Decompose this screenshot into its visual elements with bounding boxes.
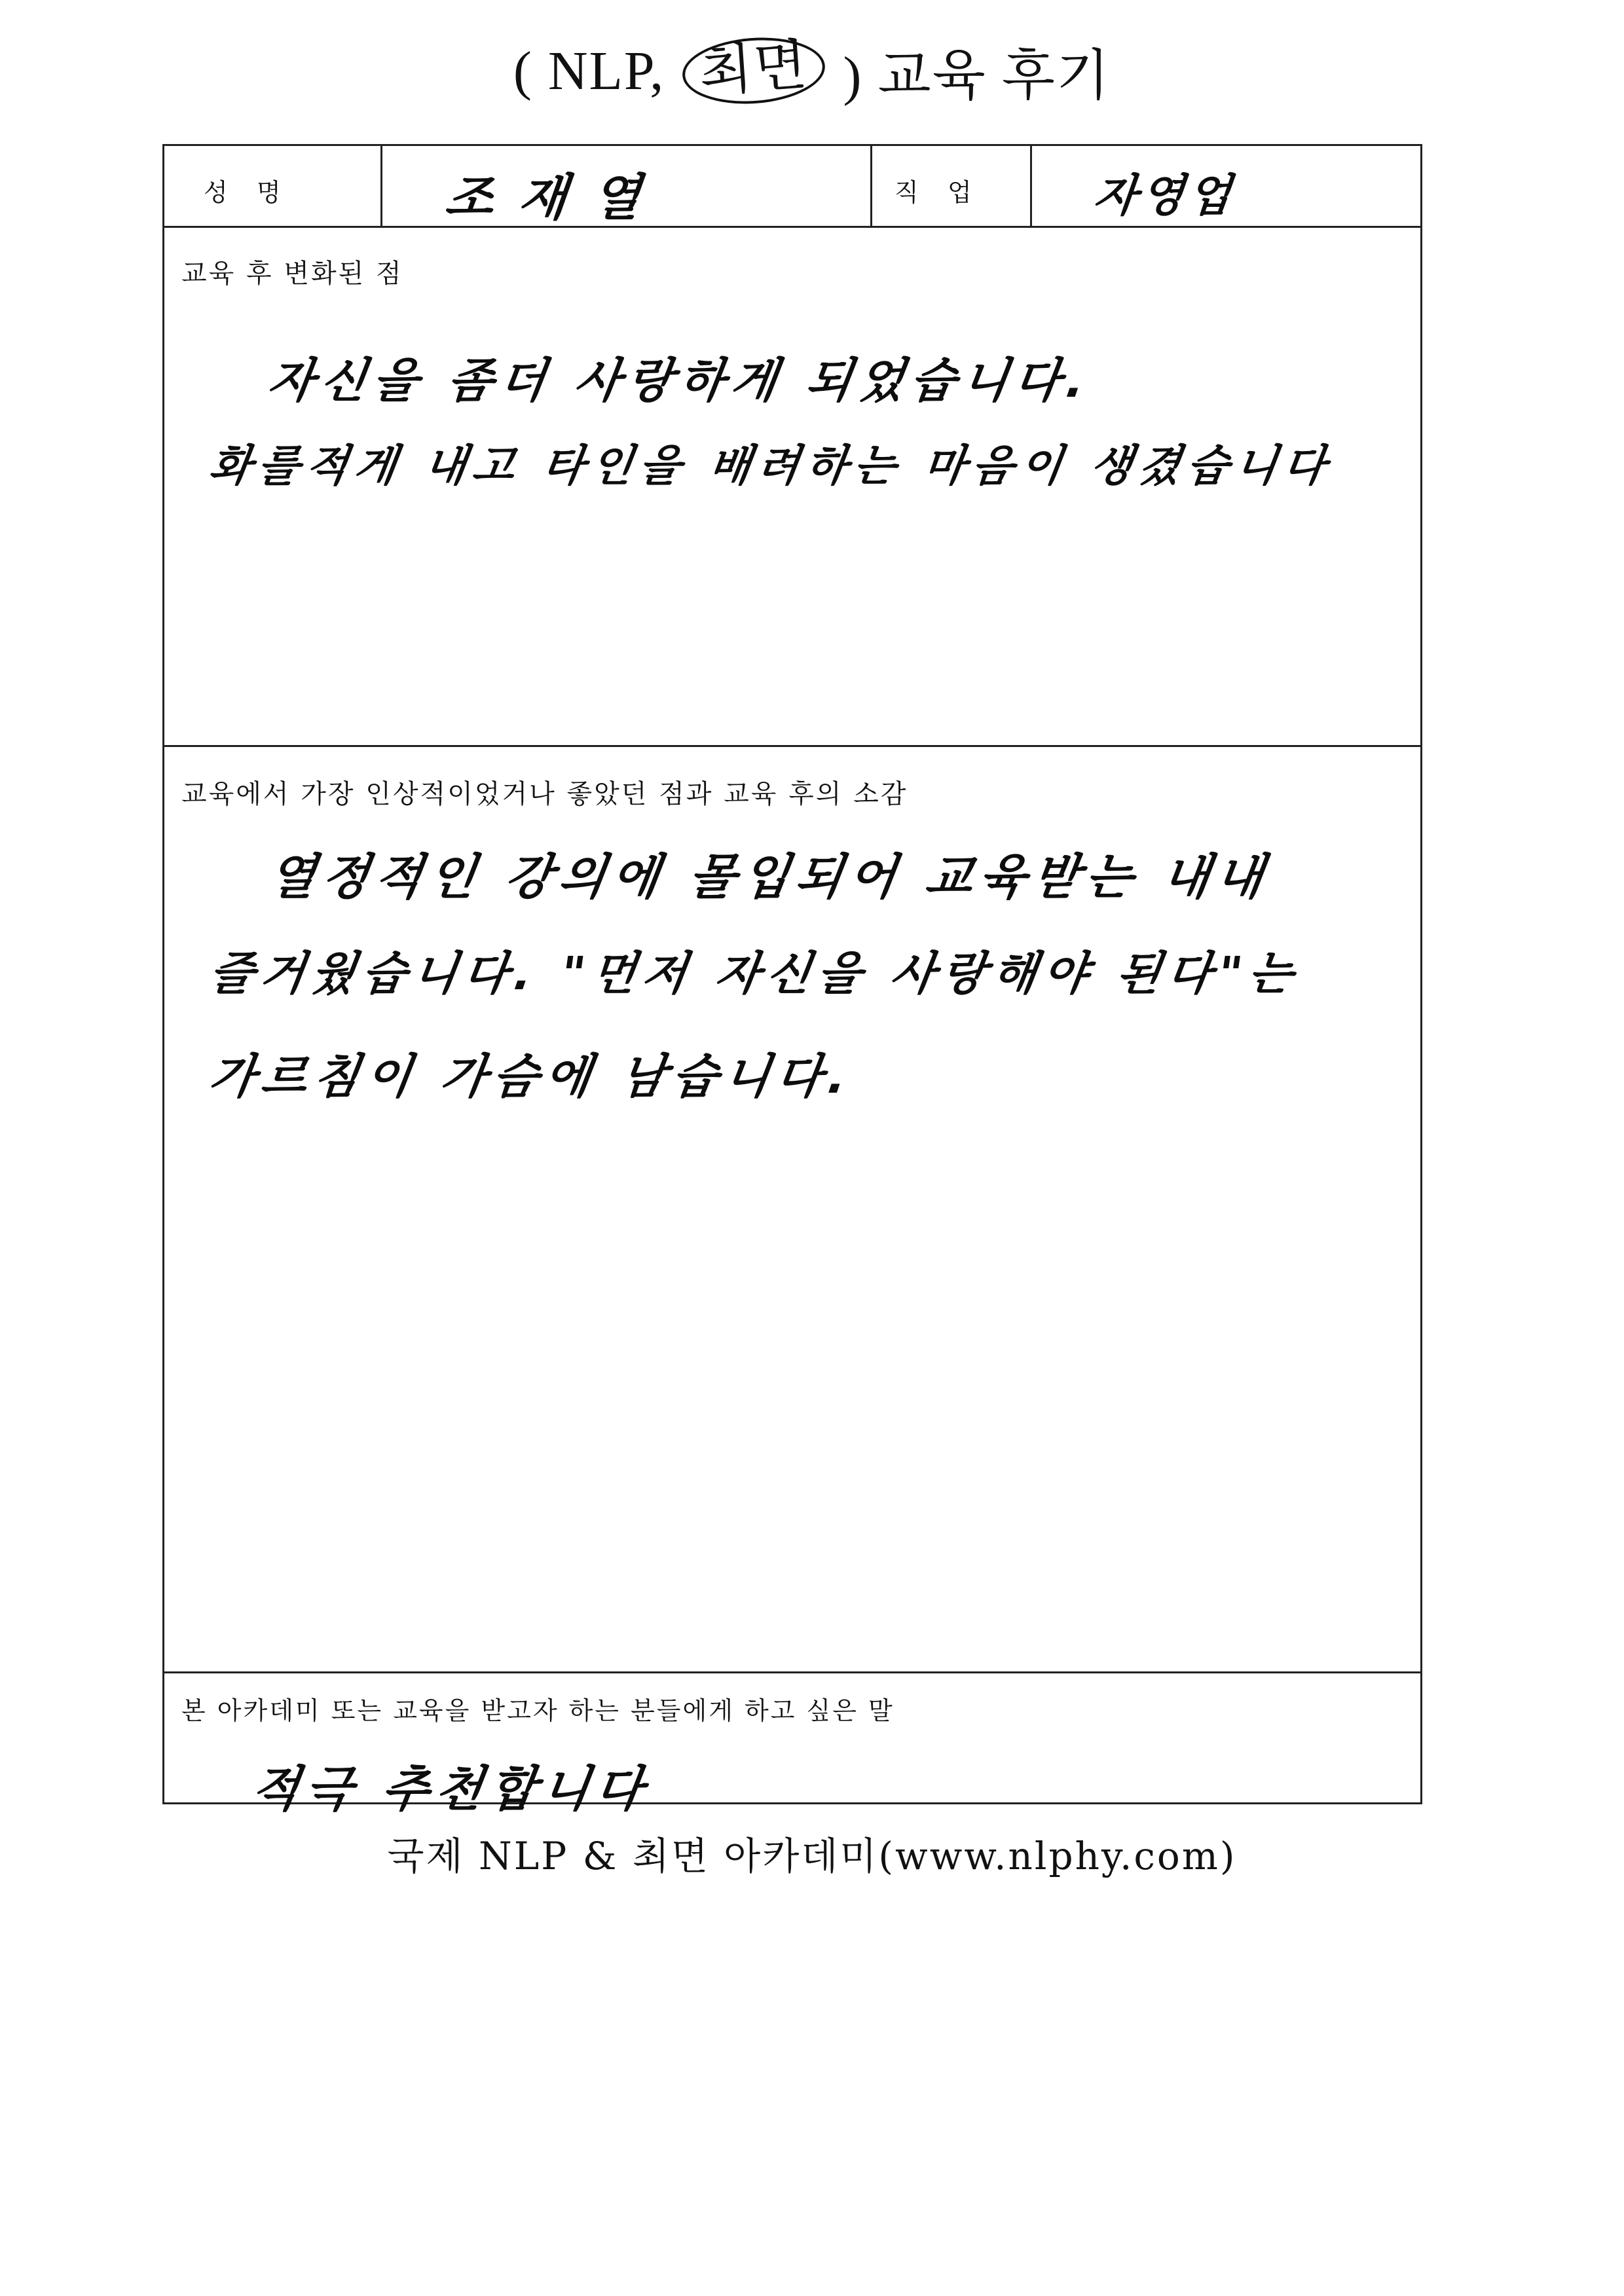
section-message-line: 적극 추천합니다 [248, 1761, 654, 1817]
section-impressions-line: 열정적인 강의에 몰입되어 교육받는 내내 [265, 849, 1274, 905]
divider [380, 146, 382, 228]
section-message-label: 본 아카데미 또는 교육을 받고자 하는 분들에게 하고 싶은 말 [181, 1696, 895, 1725]
job-label: 직 업 [895, 178, 973, 207]
name-value: 조 재 열 [442, 168, 648, 227]
section-changes [164, 228, 1420, 747]
title-circled-word: 최면 [680, 33, 828, 109]
section-impressions [164, 747, 1420, 1673]
footer-academy: 국제 NLP & 최면 아카데미(www.nlphy.com) [387, 1834, 1237, 1878]
divider [870, 146, 872, 228]
section-message [164, 1673, 1420, 1817]
name-label: 성 명 [204, 178, 282, 207]
job-value: 자영업 [1091, 170, 1238, 222]
title-prefix: ( NLP, [513, 40, 680, 101]
section-impressions-line: 가르침이 가슴에 남습니다. [206, 1049, 857, 1104]
page-title [0, 31, 1624, 110]
review-form [162, 144, 1422, 1817]
section-changes-line: 화를적게 내고 타인을 배려하는 마음이 생겼습니다 [206, 441, 1336, 491]
section-changes-label: 교육 후 변화된 점 [181, 259, 403, 289]
form-header-row [164, 146, 1420, 228]
section-changes-line: 자신을 좀더 사랑하게 되었습니다. [265, 353, 1096, 408]
section-impressions-line: 즐거웠습니다. "먼저 자신을 사랑해야 된다"는 [206, 947, 1304, 1000]
section-impressions-label: 교육에서 가장 인상적이었거나 좋았던 점과 교육 후의 소감 [181, 779, 908, 809]
divider [1030, 146, 1032, 228]
title-suffix: ) 교육 후기 [828, 45, 1111, 107]
